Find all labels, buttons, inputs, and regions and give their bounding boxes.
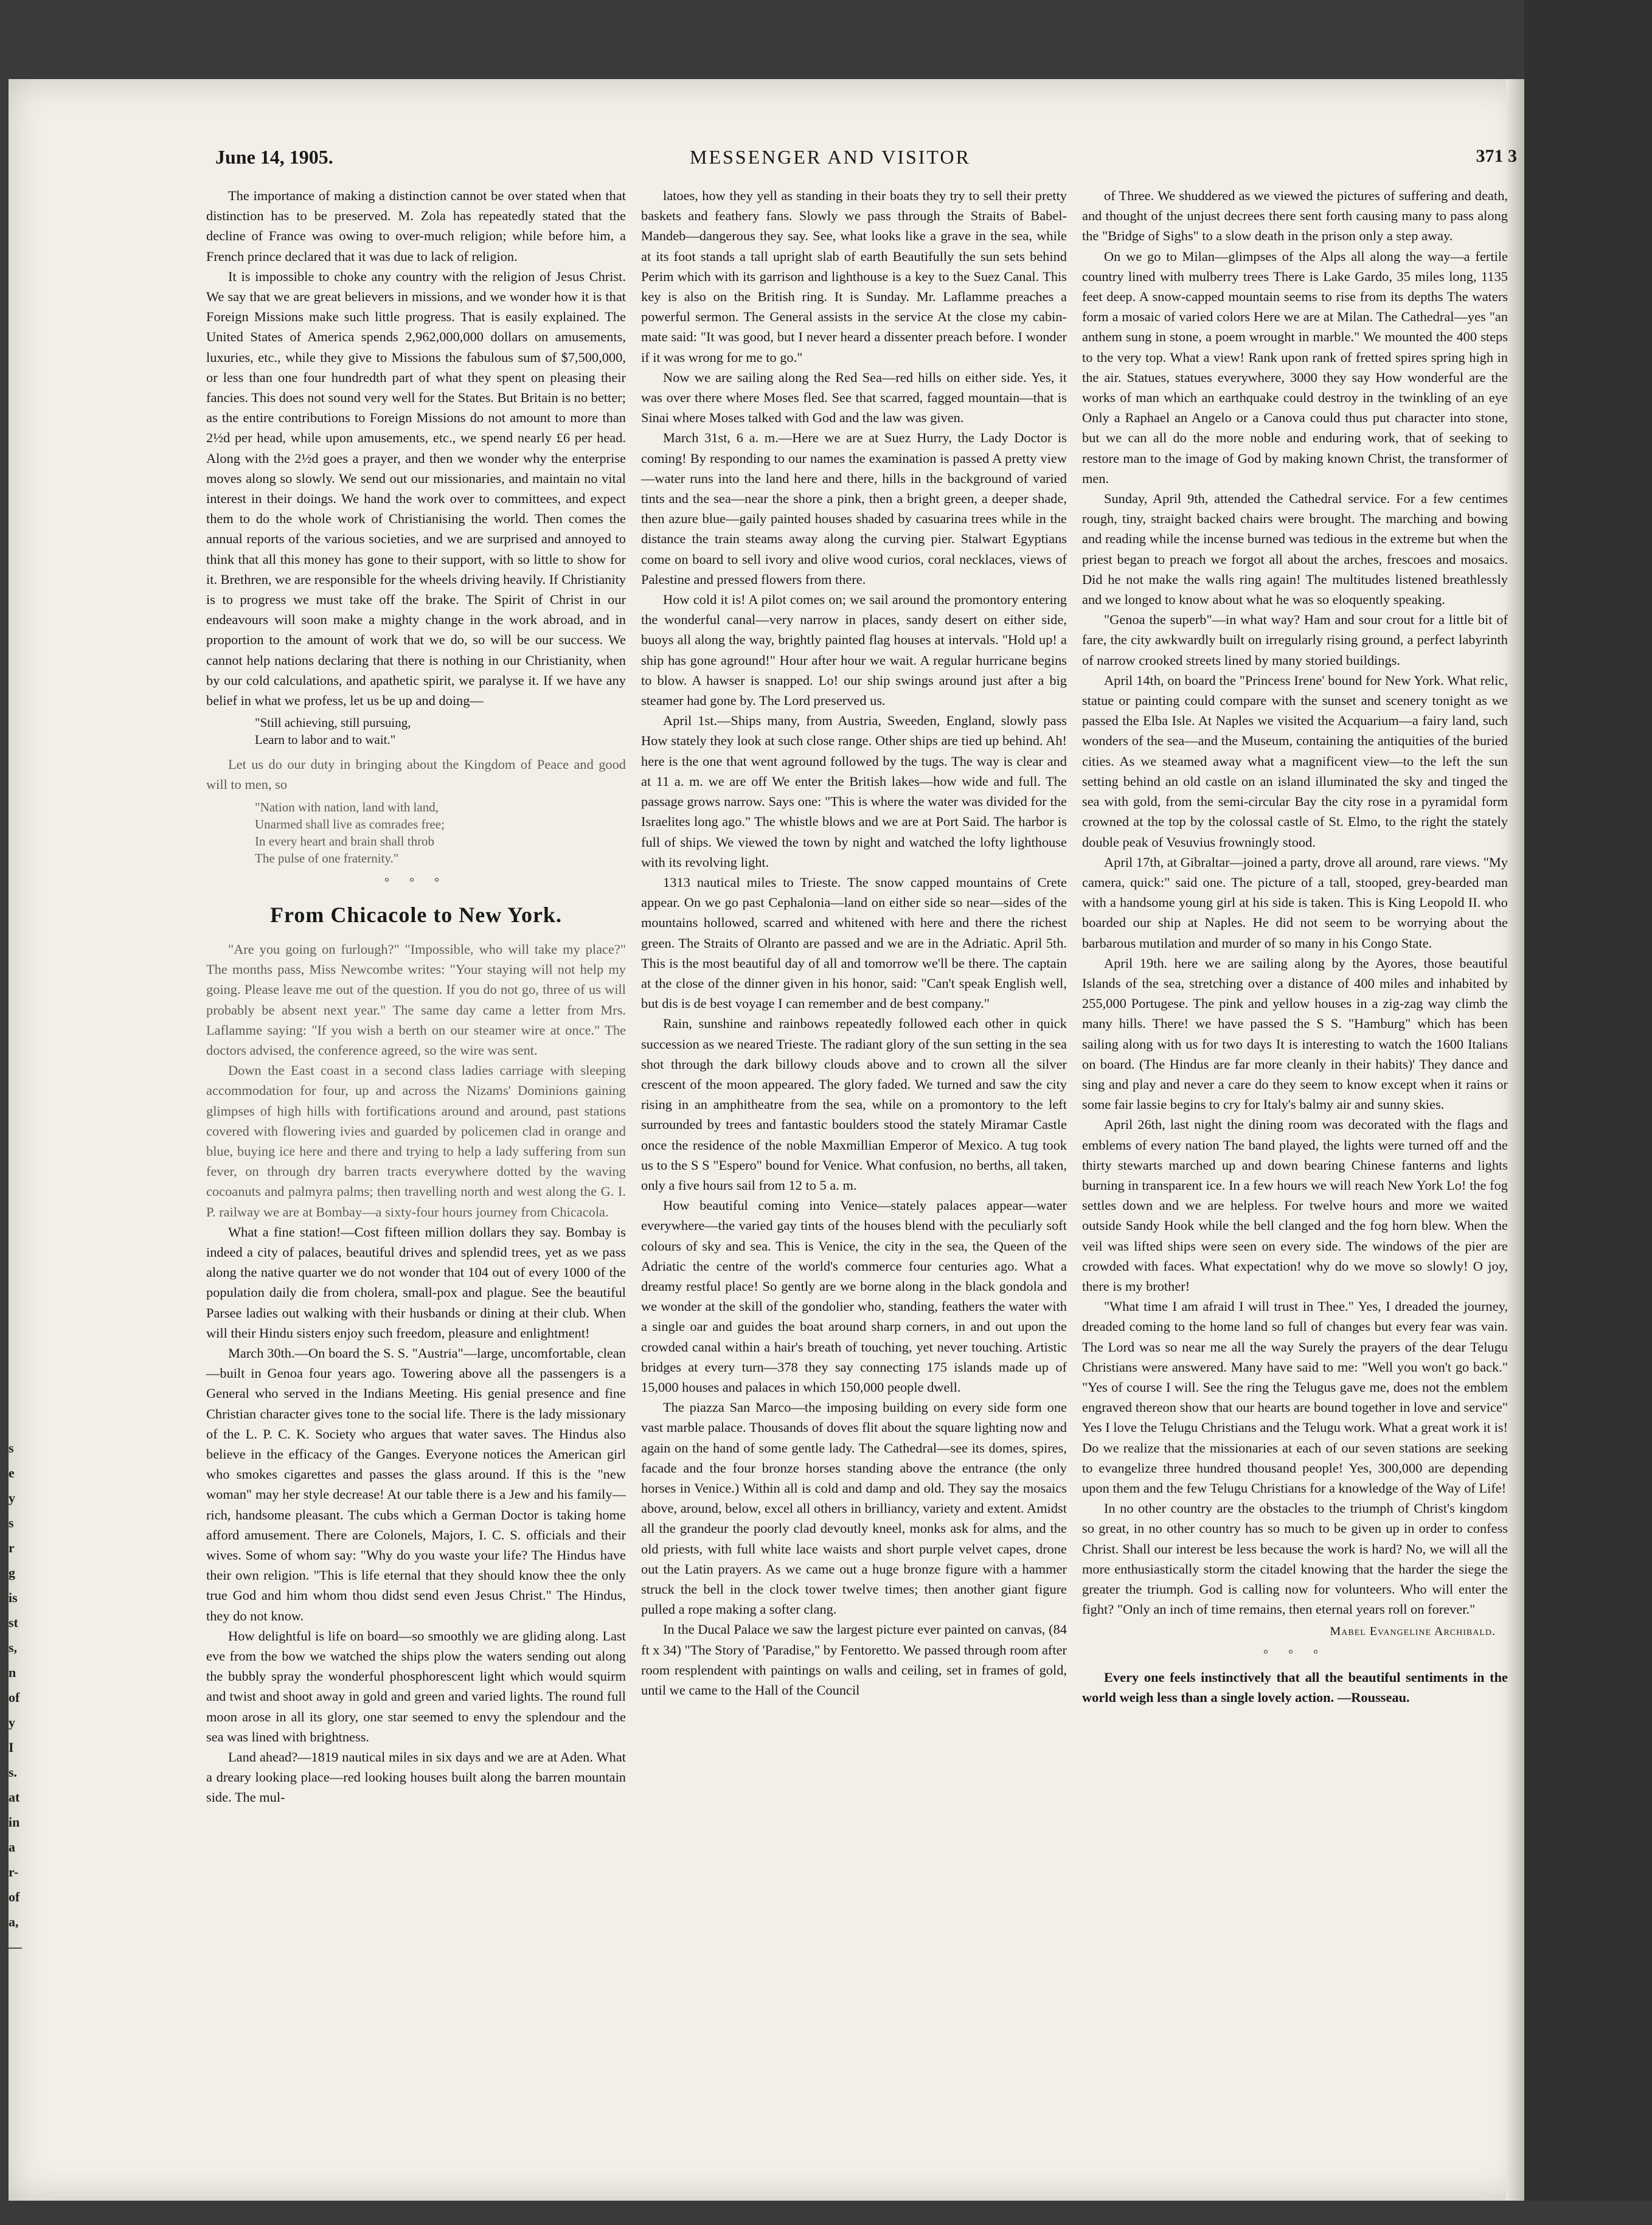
paragraph: April 19th. here we are sailing along by the Ayores, those beautiful Islands of the sea, stretching over a distance of 400 miles and inhabited by 255,000 Portugese. The pink and yellow houses in a zig-zag way climb the many hills. There! we have passed the S S. "Hamburg" which has been sailing along with us for two days It is interesting to watch the 1600 Italians on board. (The Hindus are far more cleanly in their habits)' They dance and sing and play and never a care do they seem to know except when it rains or some fair lassie begins to cry for Italy's balmy air and sunny skies. (1082, 955, 1508, 1112)
page-number: 371 3 (1476, 146, 1517, 166)
paragraph: The importance of making a distinction cannot be over stated when that distinction has to be preserved. M. Zola has repeatedly stated that the decline of France was owing to over-much religion; while before him, a French prince declared that it was due to lack of religion. (206, 188, 626, 264)
paragraph: April 17th, at Gibraltar—joined a party, drove all around, rare views. "My camera, quick:" said one. The picture of a tall, stooped, grey-bearded man with a handsome young girl at his side is taken. This is King Leopold II. who boarded our ship at Naples. He did not seem to be worrying about the barbarous mutilation and murder of so many in his Congo State. (1082, 854, 1508, 951)
publication-title: MESSENGER AND VISITOR (690, 146, 971, 168)
scan-frame-left (0, 79, 9, 2225)
fragment: r (9, 1540, 15, 1555)
paragraph: What a fine station!—Cost fifteen million dollars they say. Bombay is indeed a city of palaces, beautiful drives and splendid trees, yet as we pass along the native quarter we do not wonder that 104 out of every 1000 of the population daily die from cholera, small-pox and plague. See the beautiful Parsee ladies out walking with their husbands or dining at their club. When will their Hindu sisters enjoy such freedom, pleasure and enlightment! (206, 1224, 626, 1341)
paragraph: Sunday, April 9th, attended the Cathedral service. For a few centimes rough, tiny, straight backed chairs were brought. The marching and bowing and reading while the incense burned was tedious in the extreme but when the priest began to preach we forgot all about the arches, frescoes and mosaics. Did he not make the walls ring again! The multitudes listened breathlessly and we longed to know about what he was so eloquently speaking. (1082, 491, 1508, 608)
fragment: — (9, 1939, 22, 1954)
fragment: is (9, 1590, 18, 1605)
paragraph: March 31st, 6 a. m.—Here we are at Suez Hurry, the Lady Doctor is coming! By responding to our names the examination is passed A pretty view—water runs into the land here and there, hills in the background of varied tints and the sea—near the shore a pink, then a bright green, a deeper shade, then azure blue—gaily painted houses shaded by casuarina trees while in the distance the train steams away along the curving pier. Stalwart Egyptians come on board to sell ivory and olive wood curios, coral necklaces, views of Palestine and pressed flowers from there. (641, 430, 1067, 587)
paragraph: How delightful is life on board—so smoothly we are gliding along. Last eve from the bow we watched the ships plow the waters sending out along the bubbly spray the wonderful phosphorescent light which would squirm and twist and shoot away in gold and green and varied lights. The round full moon arose in all its glory, one star seemed to envy the splendour and the sea was lined with brightness. (206, 1628, 626, 1744)
paragraph: April 1st.—Ships many, from Austria, Sweeden, England, slowly pass How stately they look at such close range. Other ships are tied up behind. Ah! here is the one that went aground followed by the tugs. The way is clear and at 11 a. m. we are off We enter the British lakes—how wide and full. The passage grows narrow. Says one: "This is where the water was divided for the Israelites long ago." The whistle blows and we are at Port Said. The harbor is full of ships. We viewed the town by night and watched the lofty lighthouse with its revolving light. (641, 713, 1067, 870)
paragraph: In no other country are the obstacles to the triumph of Christ's kingdom so great, in no other country has so much to be given up in order to confess Christ. Shall our interest be less because the work is hard? No, we will all the more enthusiastically storm the citadel knowing that the harder the siege the greater the triumph. God is calling now for volunteers. Who will enter the fight? "Only an inch of time remains, then eternal years roll on forever." (1082, 1501, 1508, 1617)
newspaper-page (9, 79, 1524, 2201)
paragraph: Rain, sunshine and rainbows repeatedly followed each other in quick succession as we neared Trieste. The radiant glory of the sun setting in the sea shot through the dark billowy clouds above and to crown all the silver crescent of the moon appeared. The glory faded. We turned and saw the city rising in an amphitheatre from the sea, while on a promontory to the left surrounded by trees and fantastic boulders stood the stately Miramar Castle once the residence of the noble Maxmillian Emperor of Mexico. A tug took us to the S S "Espero" bound for Venice. What confusion, no berths, all taken, only a five hours sail from 12 to 5 a. m. (641, 1016, 1067, 1193)
verse-line: Unarmed shall live as comrades free; (255, 816, 445, 831)
fragment: s (9, 1515, 14, 1530)
paragraph: "Genoa the superb"—in what way? Ham and sour crout for a little bit of fare, the city awkwardly built on irregularly rising ground, a perfect labyrinth of narrow crooked streets lined by many storied buildings. (1082, 612, 1508, 668)
paragraph: It is impossible to choke any country with the religion of Jesus Christ. We say that we are great believers in missions, and we wonder how it is that Foreign Missions make such little progress. That is easily explained. The United States of America spends 2,962,000,000 dollars on amusements, luxuries, etc., while they give to Missions the fabulous sum of $7,500,000, or less than one four hundredth part of what they spent on pleasing their fancies. This does not sound very well for the States. But Britain is no better; as the entire contributions to Foreign Missions do not amount to more than 2½d per head, while upon amusements, etc., we spend nearly £6 per head. Along with the 2½d goes a prayer, and then we wonder why the enterprise moves along so slowly. We send out our missionaries, and maintain no vital interest in their doings. We hand the work over to committees, and expect them to do the whole work of Christianising the world. Then comes the annual reports of the various societies, and we are surprised and annoyed to think that all this money has gone to their support, with so little to show for it. Brethren, we are responsible for the wheels driving heavily. If Christianity is to progress we must take off the brake. The Spirit of Christ in our endeavours will soon make a mighty change in the work abroad, and in proportion to the amount of work that we do, so will be our success. We cannot help nations declaring that there is nothing in our Christianity, when by our cold calculations, and apathetic spirit, we paralyse it. If we have any belief in what we profess, let us be up and doing— (206, 268, 626, 709)
paragraph: April 26th, last night the dining room was decorated with the flags and emblems of every nation The band played, the lights were turned off and the thirty stewarts marched up and down bearing Chinese fanterns and lights burning in transparent ice. In a few hours we will reach New York Lo! the fog settles down and we are helpless. For twelve hours and more we waited outside Sandy Hook while the bell clanged and the fog horn blew. When the veil was lifted ships were seen on every side. The windows of the pier are crowded with faces. What expectation! why do we move so slowly! O joy, there is my brother! (1082, 1117, 1508, 1294)
fragment: r- (9, 1864, 19, 1880)
scan-frame-bottom (0, 2201, 1652, 2225)
fragment: a, (9, 1914, 19, 1929)
paragraph: latoes, how they yell as standing in their boats they try to sell their pretty baskets and feathery fans. Slowly we pass through the Straits of Babel-Mandeb—dangerous they say. See, what looks like a grave in the sea, while at its foot stands a tall upright slab of earth Beautifully the sun sets behind Perim which with its garrison and lighthouse is a key to the Suez Canal. This key is also on the British ring. It is Sunday. Mr. Laflamme preaches a powerful sermon. The General assists in the service At the close my cabin-mate said: "It was good, but I never heard a dissenter preach before. I wonder if it was wrong for me to go." (641, 188, 1067, 365)
verse-line: "Nation with nation, land with land, (255, 799, 439, 814)
fragment: n (9, 1665, 16, 1680)
running-head (215, 146, 1517, 176)
closing-quote: Every one feels instinctively that all the beautiful sentiments in the world weigh less than a single lovely action. —Rousseau. (1082, 1669, 1508, 1706)
paragraph: March 30th.—On board the S. S. "Austria"—large, uncomfortable, clean—built in Genoa four years ago. Towering above all the passengers is a General who served in the Indians Meeting. His genial presence and fine Christian character gives tone to the social life. There is the lady missionary of the L. P. C. K. Society who argues that water saves. The Hindus also believe in the efficacy of the Ganges. Everyone notices the American girl who smokes cigarettes and passes the glass around. If this is the "new woman" may her style decrease! At our table there is a Jew and his family—rich, handsome pleasant. The cubs which a German Doctor is taking home afford amusement. There are Colonels, Majors, I. C. S. officials and their wives. Some of whom say: "Why do you waste your life? The Hindus have their own religion. "This is life eternal that they should know thee the only true God and him whom thou didst send even Jesus Christ." The Hindus, they do not know. (206, 1345, 626, 1623)
paragraph: Now we are sailing along the Red Sea—red hills on either side. Yes, it was over there where Moses fled. See that scarred, fagged mountain—that is Sinai where Moses talked with God and the law was given. (641, 369, 1067, 426)
adjacent-page-fragments (9, 1435, 27, 1959)
fragment: at (9, 1789, 20, 1805)
fragment: of (9, 1690, 20, 1705)
column-3 (1082, 186, 1508, 1707)
paragraph: Down the East coast in a second class ladies carriage with sleeping accommodation for four, up and across the Nizams' Dominions gaining glimpses of high hills with fortifications around and around, past stations covered with flowering ivies and guarded by policemen clad in orange and blue, buying ice here and there and trying to help a lady suffering from sun fever, on through dry barren tracts everywhere dotted by the waving cocoanuts and palmyra palms; then travelling north and west along the G. I. P. railway we are at Bombay—a sixty-four hours journey from Chicacola. (206, 1063, 626, 1220)
fragment: y (9, 1490, 15, 1505)
paragraph: 1313 nautical miles to Trieste. The snow capped mountains of Crete appear. On we go past Cephalonia—land on either side so near—sides of the mountains hollowed, scarred and whitened with here and there the richest green. The Straits of Olranto are passed and we are in the Adriatic. April 5th. This is the most beautiful day of all and tomorrow we'll be there. The captain at the close of the dinner given in his honor, said: "Can't speak English well, but dis is de best voyage I can remember and de best company." (641, 874, 1067, 1012)
verse-quote (255, 799, 626, 867)
paragraph: "Are you going on furlough?" "Impossible, who will take my place?" The months pass, Miss Newcombe writes: "Your staying will not help my going. Please leave me out of the question. If you do not go, three of us will probably be absent next year." The same day came a letter from Mrs. Laflamme saying: "If you wish a berth on our steamer wire at once." The doctors advised, the conference agreed, so the wire was sent. (206, 941, 626, 1058)
column-2 (641, 186, 1067, 1700)
paragraph: The piazza San Marco—the imposing building on every side form one vast marble palace. Thousands of doves flit about the square lighting now and again on the hand of some gentle lady. The Cathedral—see its domes, spires, facade and the four bronze horses standing above the entrance (the only horses in Venice.) Within all is cold and damp and old. They say the mosaics above, around, below, excel all others in brilliancy, variety and extent. Amidst all the grandeur the poorly clad devoutly kneel, monks ask for alms, and the old priests, with full white lace waists and short purple velvet capes, drone out the Latin prayers. As we came out a huge bronze figure with a hammer struck the bell in the clock tower twelve times; then another giant figure pulled a rope making a softer clang. (641, 1400, 1067, 1617)
paragraph: "What time I am afraid I will trust in Thee." Yes, I dreaded the journey, dreaded coming to the home land so full of changes but every fear was vain. The Lord was so near me all the way Surely the prayers of the dear Telugu Christians were answered. Many have said to me: "Well you won't go back." "Yes of course I will. See the ring the Telugus gave me, does not the emblem engraved thereon show that our hearts are bound together in love and service" Yes I love the Telugu Christians and the Telugu work. What a great work it is! Do we realize that the missionaries at each of our seven stations are seeking to evangelize three hundred thousand people! Yes, 300,000 are depending upon them and the few Telugu Christians for a knowledge of the Way of Life! (1082, 1299, 1508, 1496)
scan-frame-top (0, 0, 1652, 79)
paragraph: How cold it is! A pilot comes on; we sail around the promontory entering the wonderful canal—very narrow in places, sandy desert on either side, buoys all along the way, brightly painted flag houses at intervals. "Hold up! a ship has gone aground!" Hour after hour we wait. A regular hurricane begins to blow. A hawser is snapped. Lo! our ship swings around just after a big steamer had gone by. The Lord preserved us. (641, 592, 1067, 709)
verse-line: Learn to labor and to wait." (255, 732, 396, 748)
verse-line: In every heart and brain shall throb (255, 833, 435, 849)
fragment: g (9, 1565, 15, 1580)
fragment: y (9, 1715, 15, 1730)
fragment: s (9, 1440, 14, 1456)
verse-line: "Still achieving, still pursuing, (255, 715, 411, 731)
paragraph: Land ahead?—1819 nautical miles in six days and we are at Aden. What a dreary looking place—red looking houses built along the barren mountain side. The mul- (206, 1749, 626, 1805)
ornament-divider: ° ° ° (1263, 1647, 1327, 1661)
verse-quote (255, 714, 626, 748)
page-edge-shadow (1506, 79, 1524, 2201)
fragment: st (9, 1615, 18, 1630)
paragraph: of Three. We shuddered as we viewed the pictures of suffering and death, and thought of the unjust decrees there sent forth causing many to pass along the "Bridge of Sighs" to a slow death in the prison only a step away. (1082, 188, 1508, 244)
fragment: e (9, 1465, 15, 1480)
ornament-divider: ° ° ° (384, 875, 448, 889)
column-1 (206, 186, 626, 1808)
fragment: of (9, 1889, 20, 1904)
author-signature: Mabel Evangeline Archibald. (1330, 1625, 1496, 1639)
verse-line: The pulse of one fraternity." (255, 850, 399, 866)
fragment: a (9, 1839, 15, 1855)
fragment: in (9, 1814, 20, 1830)
fragment: I (9, 1740, 14, 1755)
fragment: s, (9, 1640, 18, 1655)
scan-frame-right (1524, 0, 1652, 2225)
paragraph: On we go to Milan—glimpses of the Alps all along the way—a fertile country lined with mulberry trees There is Lake Gardo, 35 miles long, 1135 feet deep. A snow-capped mountain seems to rise from its depths The waters form a mosaic of varied colors Here we are at Milan. The Cathedral—yes "an anthem sung in stone, a poem wrought in marble." We mounted the 400 steps to the very top. What a view! Rank upon rank of fretted spires spring high in the air. Statues, statues everywhere, 3000 they say How wonderful are the works of man which an earthquake could destroy in the twinkling of an eye Only a Raphael an Angelo or a Canova could thus put character into stone, but we can all do the more noble and enduring work, that of seeking to restore man to the image of God by making known Christ, the transformer of men. (1082, 248, 1508, 486)
paragraph: How beautiful coming into Venice—stately palaces appear—water everywhere—the varied gay tints of the houses blend with the peculiarly soft colours of sky and sea. This is Venice, the city in the sea, the Queen of the Adriatic the centre of the world's commerce four centuries ago. What a dreamy restful place! So gently are we borne along in the black gondola and we wonder at the skill of the gondolier who, standing, feathers the water with a single oar and guides the boat around sharp corners, in and out upon the crowded canal within a hair's breath of touching, yet never touching. Artistic bridges at every turn—378 they say connecting 175 islands made up of 15,000 houses and palaces in which 150,000 people dwell. (641, 1198, 1067, 1395)
paragraph: Let us do our duty in bringing about the Kingdom of Peace and good will to men, so (206, 757, 626, 793)
paragraph: In the Ducal Palace we saw the largest picture ever painted on canvas, (84 ft x 34) "The Story of 'Paradise," by Fentoretto. We passed through room after room resplendent with paintings on walls and ceiling, set in frames of gold, until we came to the Hall of the Council (641, 1622, 1067, 1698)
fragment: s. (9, 1765, 18, 1780)
article-title: From Chicacole to New York. (270, 902, 562, 927)
paragraph: April 14th, on board the "Princess Irene' bound for New York. What relic, statue or painting could compare with the sunset and scenery tonight as we passed the Elba Isle. At Naples we visited the Acquarium—a fairy land, such wonders of the sea—and the Museum, containing the antiquities of the buried cities. As we steamed away what a magnificent view—to the left the sun setting behind an old castle on an island illuminated the sky and tinged the sea with gold, from the semi-circular Bay the city rose in a pyramidal form crowned at the top by the colossal castle of St. Elmo, to the right the stately double peak of Vesuvius frowningly stood. (1082, 672, 1508, 850)
issue-date: June 14, 1905. (215, 146, 333, 168)
